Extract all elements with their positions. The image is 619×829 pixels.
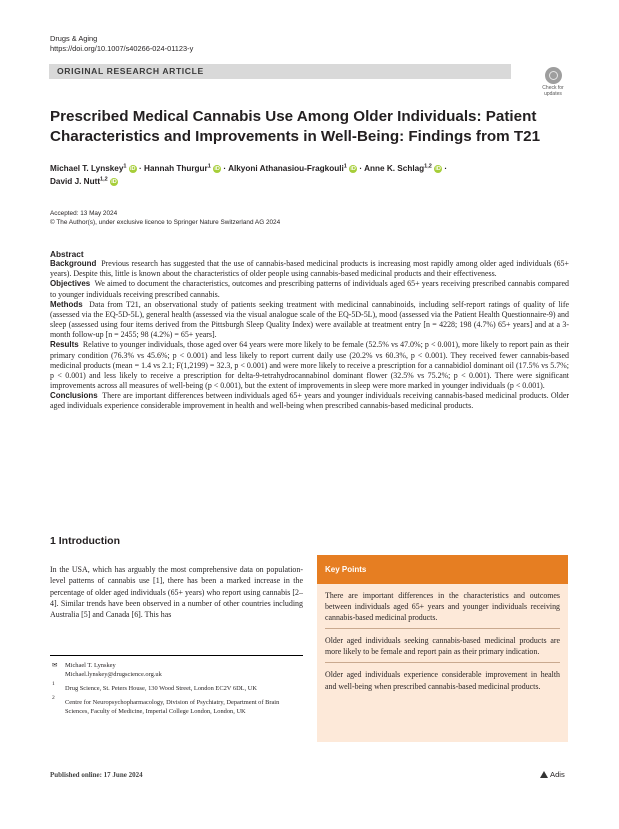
journal-name: Drugs & Aging bbox=[50, 34, 98, 43]
intro-paragraph: In the USA, which has arguably the most comprehensive data on population-level patterns of cannabis use [1], there has been a marked increase in the percentage of older aged individuals (65+ years) who report using cannabis [2–4]. Similar trends have been observed in a number of other countries including Australia [5] and Canada [6]. This has bbox=[50, 565, 303, 620]
abstract-results bbox=[50, 340, 569, 391]
article-title: Prescribed Medical Cannabis Use Among Older Individuals: Patient Characteristics and Improvements in Well-Being: Findings from T21 bbox=[50, 108, 541, 145]
author-separator: · bbox=[221, 164, 229, 173]
adis-triangle-icon bbox=[540, 771, 548, 778]
key-point-item: Older aged individuals seeking cannabis-based medicinal products are more likely to be female and report pain as their primary indication. bbox=[325, 629, 560, 663]
key-points-heading: Key Points bbox=[317, 555, 568, 584]
author-separator: · bbox=[357, 164, 365, 173]
key-point-item: Older aged individuals experience considerable improvement in health and well-being when prescribed cannabis-based medicinal products. bbox=[325, 670, 560, 691]
objectives-text: We aimed to document the characteristics, outcomes and prescribing patterns of individuals aged 65+ years receiving prescribed cannabis compared to younger individuals receiving prescribed cannabis. bbox=[50, 279, 570, 299]
key-points-box bbox=[317, 555, 568, 742]
methods-text: Data from T21, an observational study of patients seeking treatment with medicinal cannabinoids, including self-report ratings of quality of life (assessed via the EQ-5D-5L), general health (assessed via the visual analogue scale of the EQ-5D-5L), mood (assessed via the Patient Health Questionnaire-9) and sleep (assessed using four items derived from the Pittsburgh Sleep Quality Index) were available at treatment entry [n = 4228; 198 (4.7%) 65+ years] and at a 3-month follow-up [n = 2455; 98 (4.2%) = 65+ years]. bbox=[50, 299, 569, 340]
check-updates-line2: updates bbox=[544, 90, 562, 97]
conclusions-text: There are important differences between individuals aged 65+ years and younger individuals receiving cannabis-based medicinal products. Older aged individuals experience considerable improvement in health and well-being when prescribed cannabis-based medicinal products. bbox=[50, 391, 569, 411]
orcid-icon[interactable]: iD bbox=[350, 165, 356, 172]
affiliation-note: 2 Centre for Neuropsychopharmacology, Division of Psychiatry, Department of Brain Sciences, Faculty of Medicine, Imperial College London, London, UK bbox=[50, 698, 303, 716]
copyright-notice: © The Author(s), under exclusive licence to Springer Nature Switzerland AG 2024 bbox=[50, 219, 281, 226]
author-affiliation: 1 bbox=[343, 163, 347, 170]
author-separator: · bbox=[442, 164, 448, 173]
conclusions-label: Conclusions bbox=[50, 391, 98, 401]
publisher-name: Adis bbox=[550, 770, 565, 779]
objectives-label: Objectives bbox=[50, 279, 91, 289]
orcid-icon[interactable]: iD bbox=[130, 165, 136, 172]
orcid-icon[interactable]: iD bbox=[435, 165, 441, 172]
orcid-icon[interactable]: iD bbox=[214, 165, 220, 172]
publisher-logo bbox=[540, 770, 565, 779]
affiliation-text: Drug Science, St. Peters House, 130 Wood Street, London EC2V 6DL, UK bbox=[65, 685, 258, 692]
check-updates-line1: Check for bbox=[542, 85, 564, 91]
author-affiliation: 1 bbox=[123, 163, 127, 170]
footnotes bbox=[50, 661, 303, 721]
abstract-methods bbox=[50, 300, 569, 341]
abstract-heading: Abstract bbox=[50, 249, 84, 259]
author-name[interactable]: Anne K. Schlag bbox=[364, 164, 425, 173]
author-affiliation: 1,2 bbox=[100, 176, 108, 183]
footnote-divider bbox=[50, 655, 303, 656]
journal-header bbox=[50, 34, 193, 54]
author-name[interactable]: Michael T. Lynskey bbox=[50, 164, 124, 173]
author-name[interactable]: David J. Nutt bbox=[50, 177, 101, 186]
background-label: Background bbox=[50, 259, 97, 269]
article-category: ORIGINAL RESEARCH ARTICLE bbox=[57, 66, 204, 76]
correspondence-name: Michael T. Lynskey bbox=[65, 662, 116, 669]
methods-label: Methods bbox=[50, 299, 83, 309]
results-text: Relative to younger individuals, those aged over 64 years were more likely to be female (52.5% vs 47.0%; p < 0.001), more likely to report pain as their primary condition (76.3% vs 45.6%; p < 0.001) and less likely to report current daily use (20.2% vs 60.3%, p < 0.001). They received fewer cannabis-based medicinal products (mean = 1.4 vs 2.1; F(1,2199) = 32.3, p < 0.001) and were more likely to receive a prescription for a cannabidiol dominant oil (17.5% vs 5.7%; p < 0.001) and less likely to receive a prescription for delta-9-tetrahydrocannabinol dominant flower (32.5% vs 75.2%; p < 0.001). There were significant improvements across all measures of well-being (p < 0.001), but the extent of improvements in sleep were more marked in younger individuals (p < 0.001). bbox=[50, 340, 569, 391]
author-name[interactable]: Hannah Thurgur bbox=[144, 164, 208, 173]
section-heading: 1 Introduction bbox=[50, 535, 120, 547]
abstract-background bbox=[50, 259, 569, 279]
accepted-date: Accepted: 13 May 2024 bbox=[50, 210, 118, 217]
key-point-item: There are important differences in the characteristics and outcomes between individuals aged 65+ years and younger individuals receiving cannabis-based medicinal products. bbox=[325, 584, 560, 629]
published-date: Published online: 17 June 2024 bbox=[50, 771, 143, 779]
results-label: Results bbox=[50, 340, 79, 350]
check-updates-icon bbox=[545, 67, 562, 84]
abstract bbox=[50, 249, 569, 412]
affiliation-note: 1 Drug Science, St. Peters House, 130 Wood Street, London EC2V 6DL, UK bbox=[50, 684, 303, 693]
author-separator: · bbox=[136, 164, 145, 173]
background-text: Previous research has suggested that the use of cannabis-based medicinal products is increasing most rapidly among older aged individuals (65+ years). Despite this, little is known about the characteristics of older people using cannabis-based medicinal products and their effectiveness. bbox=[50, 259, 570, 279]
envelope-icon: ✉ bbox=[52, 662, 58, 669]
author-list bbox=[50, 162, 560, 188]
author-name[interactable]: Alkyoni Athanasiou-Fragkouli bbox=[228, 164, 344, 173]
correspondence-note bbox=[50, 661, 303, 679]
doi-link[interactable]: https://doi.org/10.1007/s40266-024-01123-y bbox=[50, 44, 194, 53]
correspondence-email[interactable]: Michael.lynskey@drugscience.org.uk bbox=[65, 671, 162, 678]
affiliation-text: Centre for Neuropsychopharmacology, Division of Psychiatry, Department of Brain Sciences, Faculty of Medicine, Imperial College London, London, UK bbox=[65, 699, 280, 715]
author-affiliation: 1 bbox=[207, 163, 211, 170]
abstract-objectives bbox=[50, 279, 569, 299]
article-meta bbox=[50, 209, 280, 227]
abstract-conclusions bbox=[50, 391, 569, 411]
orcid-icon[interactable]: iD bbox=[111, 178, 117, 185]
check-for-updates-badge[interactable] bbox=[538, 67, 568, 97]
author-affiliation: 1,2 bbox=[424, 163, 432, 170]
